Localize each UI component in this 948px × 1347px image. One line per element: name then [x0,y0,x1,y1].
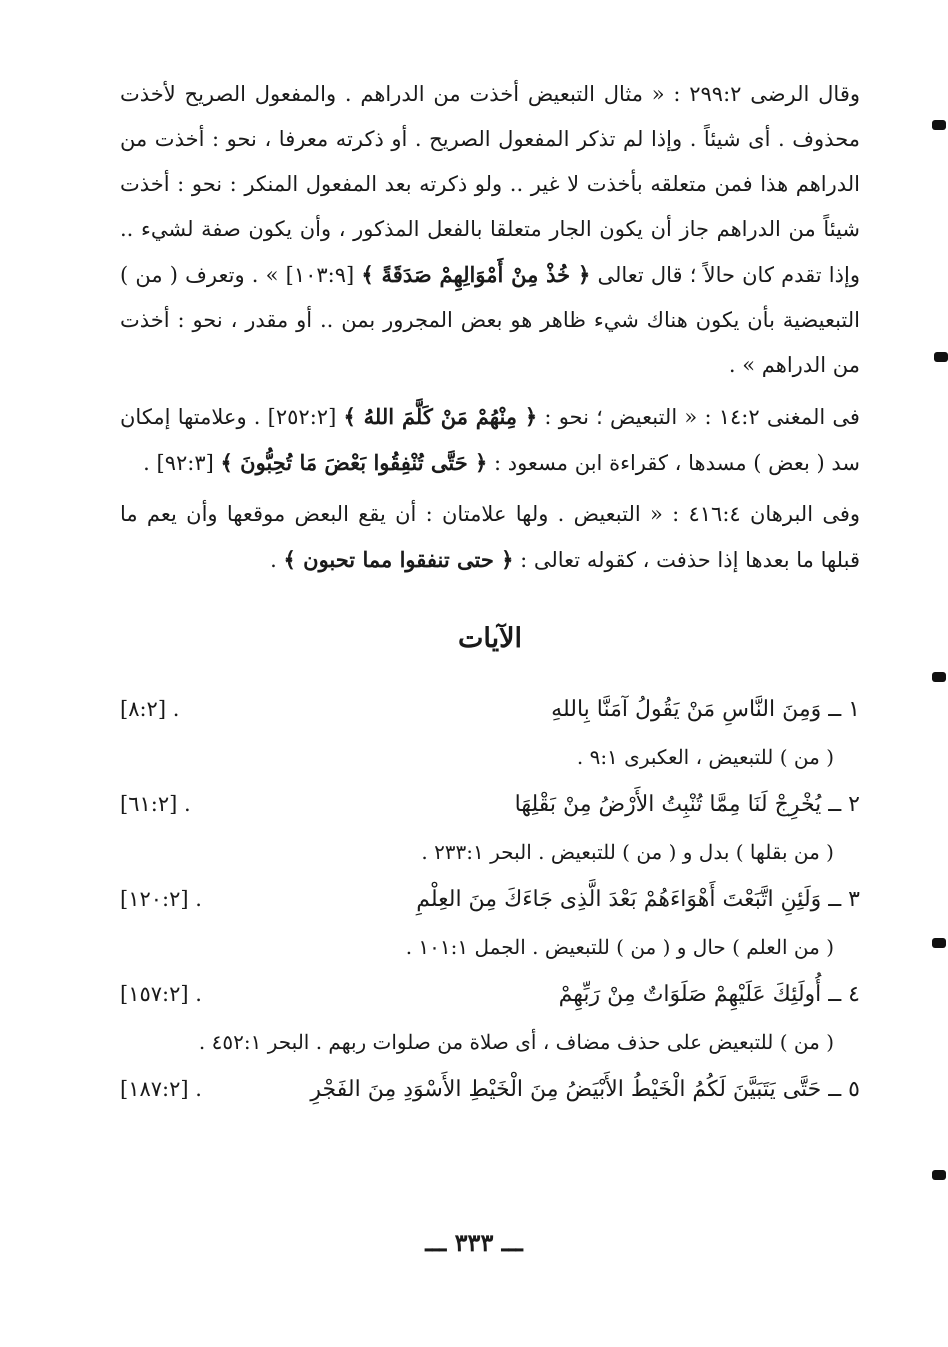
verse-note: ( من ) للتبعيض ، العكبرى ٩:١ . [576,745,834,769]
paragraph-text: وفى البرهان ٤١٦:٤ : « التبعيض . ولها علامتان : أن يقع البعض موقعها وأن يعم ما قبلها ما بعدها إذا حذفت ، كقوله تعالى : [120,502,861,572]
paragraph-mughni [120,394,860,486]
verse-list [120,685,860,1114]
section-heading: الآيات [457,623,523,654]
paragraph-radi [120,72,860,388]
paragraph-text: فى المغنى ١٤:٢ : « التبعيض ؛ نحو : [544,405,860,429]
verse-item [120,1065,860,1114]
verse-item [120,685,860,780]
page-body [120,72,860,1114]
quran-quote: ﴿ حتى تنفقوا مما تحبون ﴾ [283,547,514,572]
verse-note: ( من بقلها ) بدل و ( من ) للتبعيض . البحر ٢٣٣:١ . [421,840,834,864]
verse-note: ( من ) للتبعيض على حذف مضاف ، أى صلاة من صلوات ربهم . البحر ٤٥٢:١ . [198,1030,834,1054]
verse-reference: [١٨٧:٢] . [120,1077,202,1101]
verse-reference: [٨:٢] . [120,697,180,721]
page-number: ـــ ٣٣٣ ـــ [425,1228,523,1257]
verse-text: يُخْرِجْ لَنَا مِمَّا تُنْبِتُ الأَرْضُ مِنْ بَقْلِهَا [514,792,822,817]
margin-mark [932,938,946,948]
paragraph-text: [٩٢:٣] . [143,451,214,475]
verse-item [120,875,860,970]
verse-reference: [١٥٧:٢] . [120,982,202,1006]
verse-number: ٢ ــ [828,792,860,817]
verse-note: ( من العلم ) حال و ( من ) للتبعيض . الجمل ١٠١:١ . [405,935,834,959]
margin-mark [932,1170,946,1180]
verse-text: وَمِنَ النَّاسِ مَنْ يَقُولُ آمَنَّا بِاللهِ [551,697,822,722]
margin-mark [932,672,946,682]
verse-text: أُولَئِكَ عَلَيْهِمْ صَلَوَاتٌ مِنْ رَبِّهِمْ [558,982,822,1007]
paragraph-text: [٢٥٢:٢] . وعلامتها إمكان سد ( بعض ) مسدها ، كقراءة ابن مسعود : [120,405,860,475]
paragraph-burhan [120,492,860,583]
verse-text: وَلَئِنِ اتَّبَعْتَ أَهْوَاءَهُمْ بَعْدَ الَّذِى جَاءَكَ مِنَ العِلْمِ [416,887,822,912]
verse-text: حَتَّى يَتَبَيَّنَ لَكُمُ الْخَيْطُ الأَبْيَضُ مِنَ الْخَيْطِ الأَسْوَدِ مِنَ الفَجْرِ [310,1077,822,1102]
verse-number: ٥ ــ [828,1077,860,1102]
verse-item [120,970,860,1065]
paragraph-text: [١٠٣:٩] » . وتعرف ( من ) التبعيضية بأن يكون هناك شيء ظاهر هو بعض المجرور بمن .. أو مقدر ، نحو : أخذت من الدراهم » . [120,263,860,377]
quran-quote: ﴿ حَتَّى تُنْفِقُوا بَعْضَ مَا تُحِبُّونَ ﴾ [220,450,488,475]
margin-mark [932,120,946,130]
paragraph-text: . [270,548,277,572]
verse-number: ٤ ــ [828,982,860,1007]
verse-item [120,780,860,875]
verse-number: ٣ ــ [828,887,860,912]
verse-reference: [٦١:٢] . [120,792,191,816]
paragraph-text: وقال الرضى ٢٩٩:٢ : « مثال التبعيض أخذت من الدراهم . والمفعول الصريح لأخذت محذوف . أى شيئاً . وإذا لم تذكر المفعول الصريح . أو ذكرته معرفا ، نحو : أخذت من الدراهم هذا فمن متعلقه بأخذت لا غير .. ولو ذكرته بعد المفعول المنكر : نحو : أخذت شيئاً من الدراهم جاز أن يكون الجار متعلقا بالفعل المذكور ، وأن يكون صفة لشيء .. وإذا تقدم كان حالاً ؛ قال تعالى [120,82,860,287]
verse-reference: [١٢٠:٢] . [120,887,202,911]
margin-mark [934,352,948,362]
verse-number: ١ ــ [828,697,860,722]
quran-quote: ﴿ خُذْ مِنْ أَمْوَالِهِمْ صَدَقَةً ﴾ [361,262,591,287]
quran-quote: ﴿ مِنْهُمْ مَنْ كَلَّمَ اللهُ ﴾ [343,404,538,429]
